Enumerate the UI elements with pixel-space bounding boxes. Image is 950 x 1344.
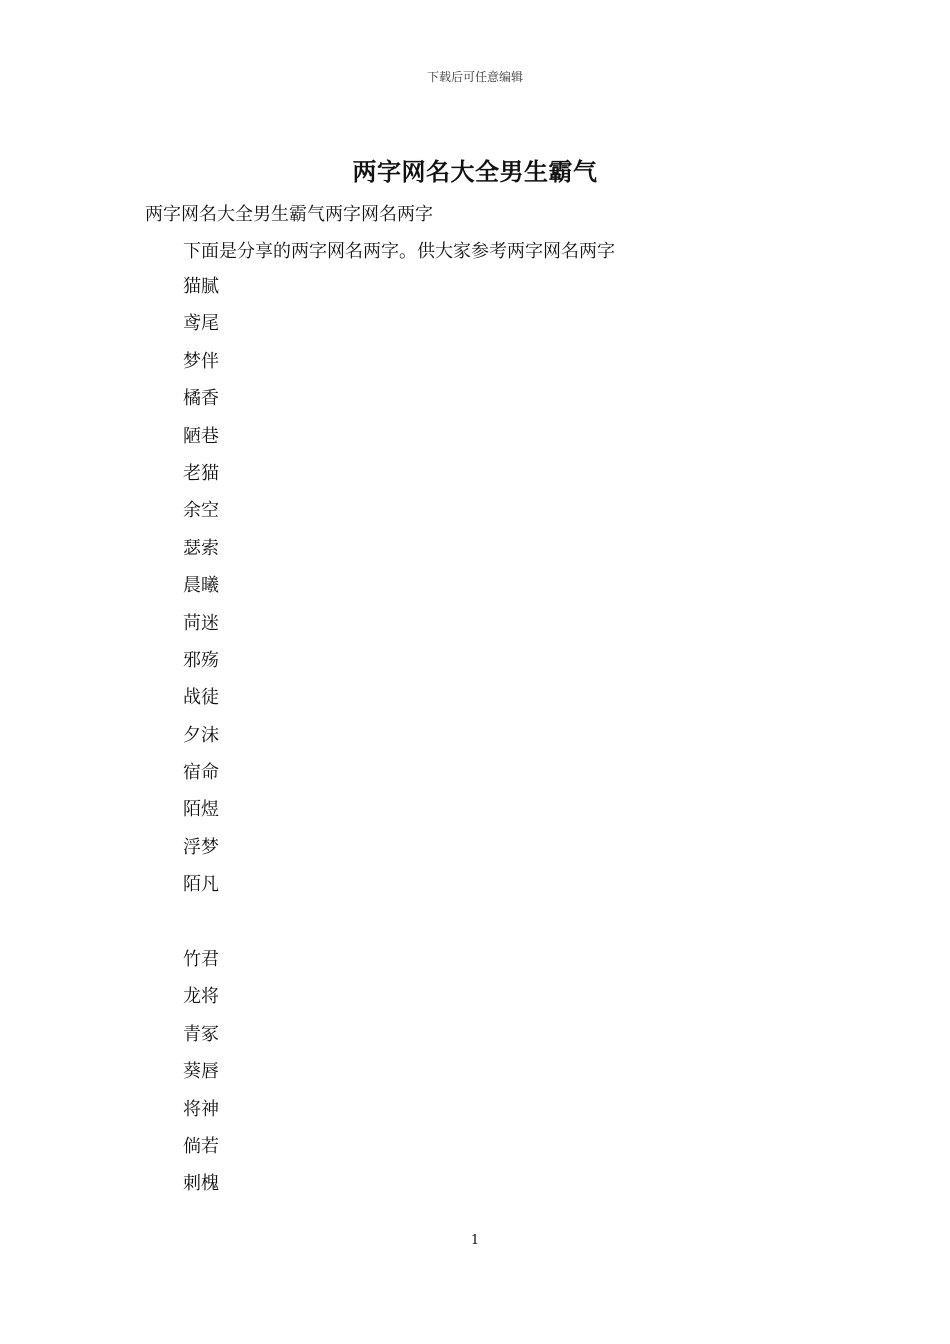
list-item: 倘若 — [183, 1135, 219, 1157]
list-item: 橘香 — [183, 388, 219, 410]
intro-paragraph: 下面是分享的两字网名两字。供大家参考两字网名两字 — [183, 241, 615, 262]
list-item: 夕沫 — [183, 724, 219, 746]
list-item: 邪殇 — [183, 649, 219, 671]
page-number: 1 — [470, 1233, 480, 1248]
list-item: 陌煜 — [183, 799, 219, 821]
list-item: 竹君 — [183, 949, 219, 971]
list-item: 宿命 — [183, 762, 219, 784]
list-item: 瑟索 — [183, 537, 219, 559]
list-item: 战徒 — [183, 687, 219, 709]
list-item: 陋巷 — [183, 425, 219, 447]
list-item: 刺槐 — [183, 1173, 219, 1195]
page-title: 两字网名大全男生霸气 — [352, 157, 598, 186]
list-item: 梦伴 — [183, 350, 219, 372]
list-item: 余空 — [183, 500, 219, 522]
list-item: 老猫 — [183, 462, 219, 484]
list-item: 葵唇 — [183, 1061, 219, 1083]
list-spacer — [183, 910, 219, 947]
list-item: 陌凡 — [183, 874, 219, 896]
list-item: 青冢 — [183, 1023, 219, 1045]
list-item: 晨曦 — [183, 575, 219, 597]
list-item: 将神 — [183, 1098, 219, 1120]
list-item: 苘迷 — [183, 612, 219, 634]
name-list — [183, 274, 219, 1209]
list-item: 龙将 — [183, 986, 219, 1008]
list-item: 猫腻 — [183, 276, 219, 297]
subtitle-paragraph: 两字网名大全男生霸气两字网名两字 — [145, 204, 433, 225]
list-item: 浮梦 — [183, 836, 219, 858]
list-item: 鸢尾 — [183, 313, 219, 335]
header-note: 下载后可任意编辑 — [426, 70, 523, 84]
